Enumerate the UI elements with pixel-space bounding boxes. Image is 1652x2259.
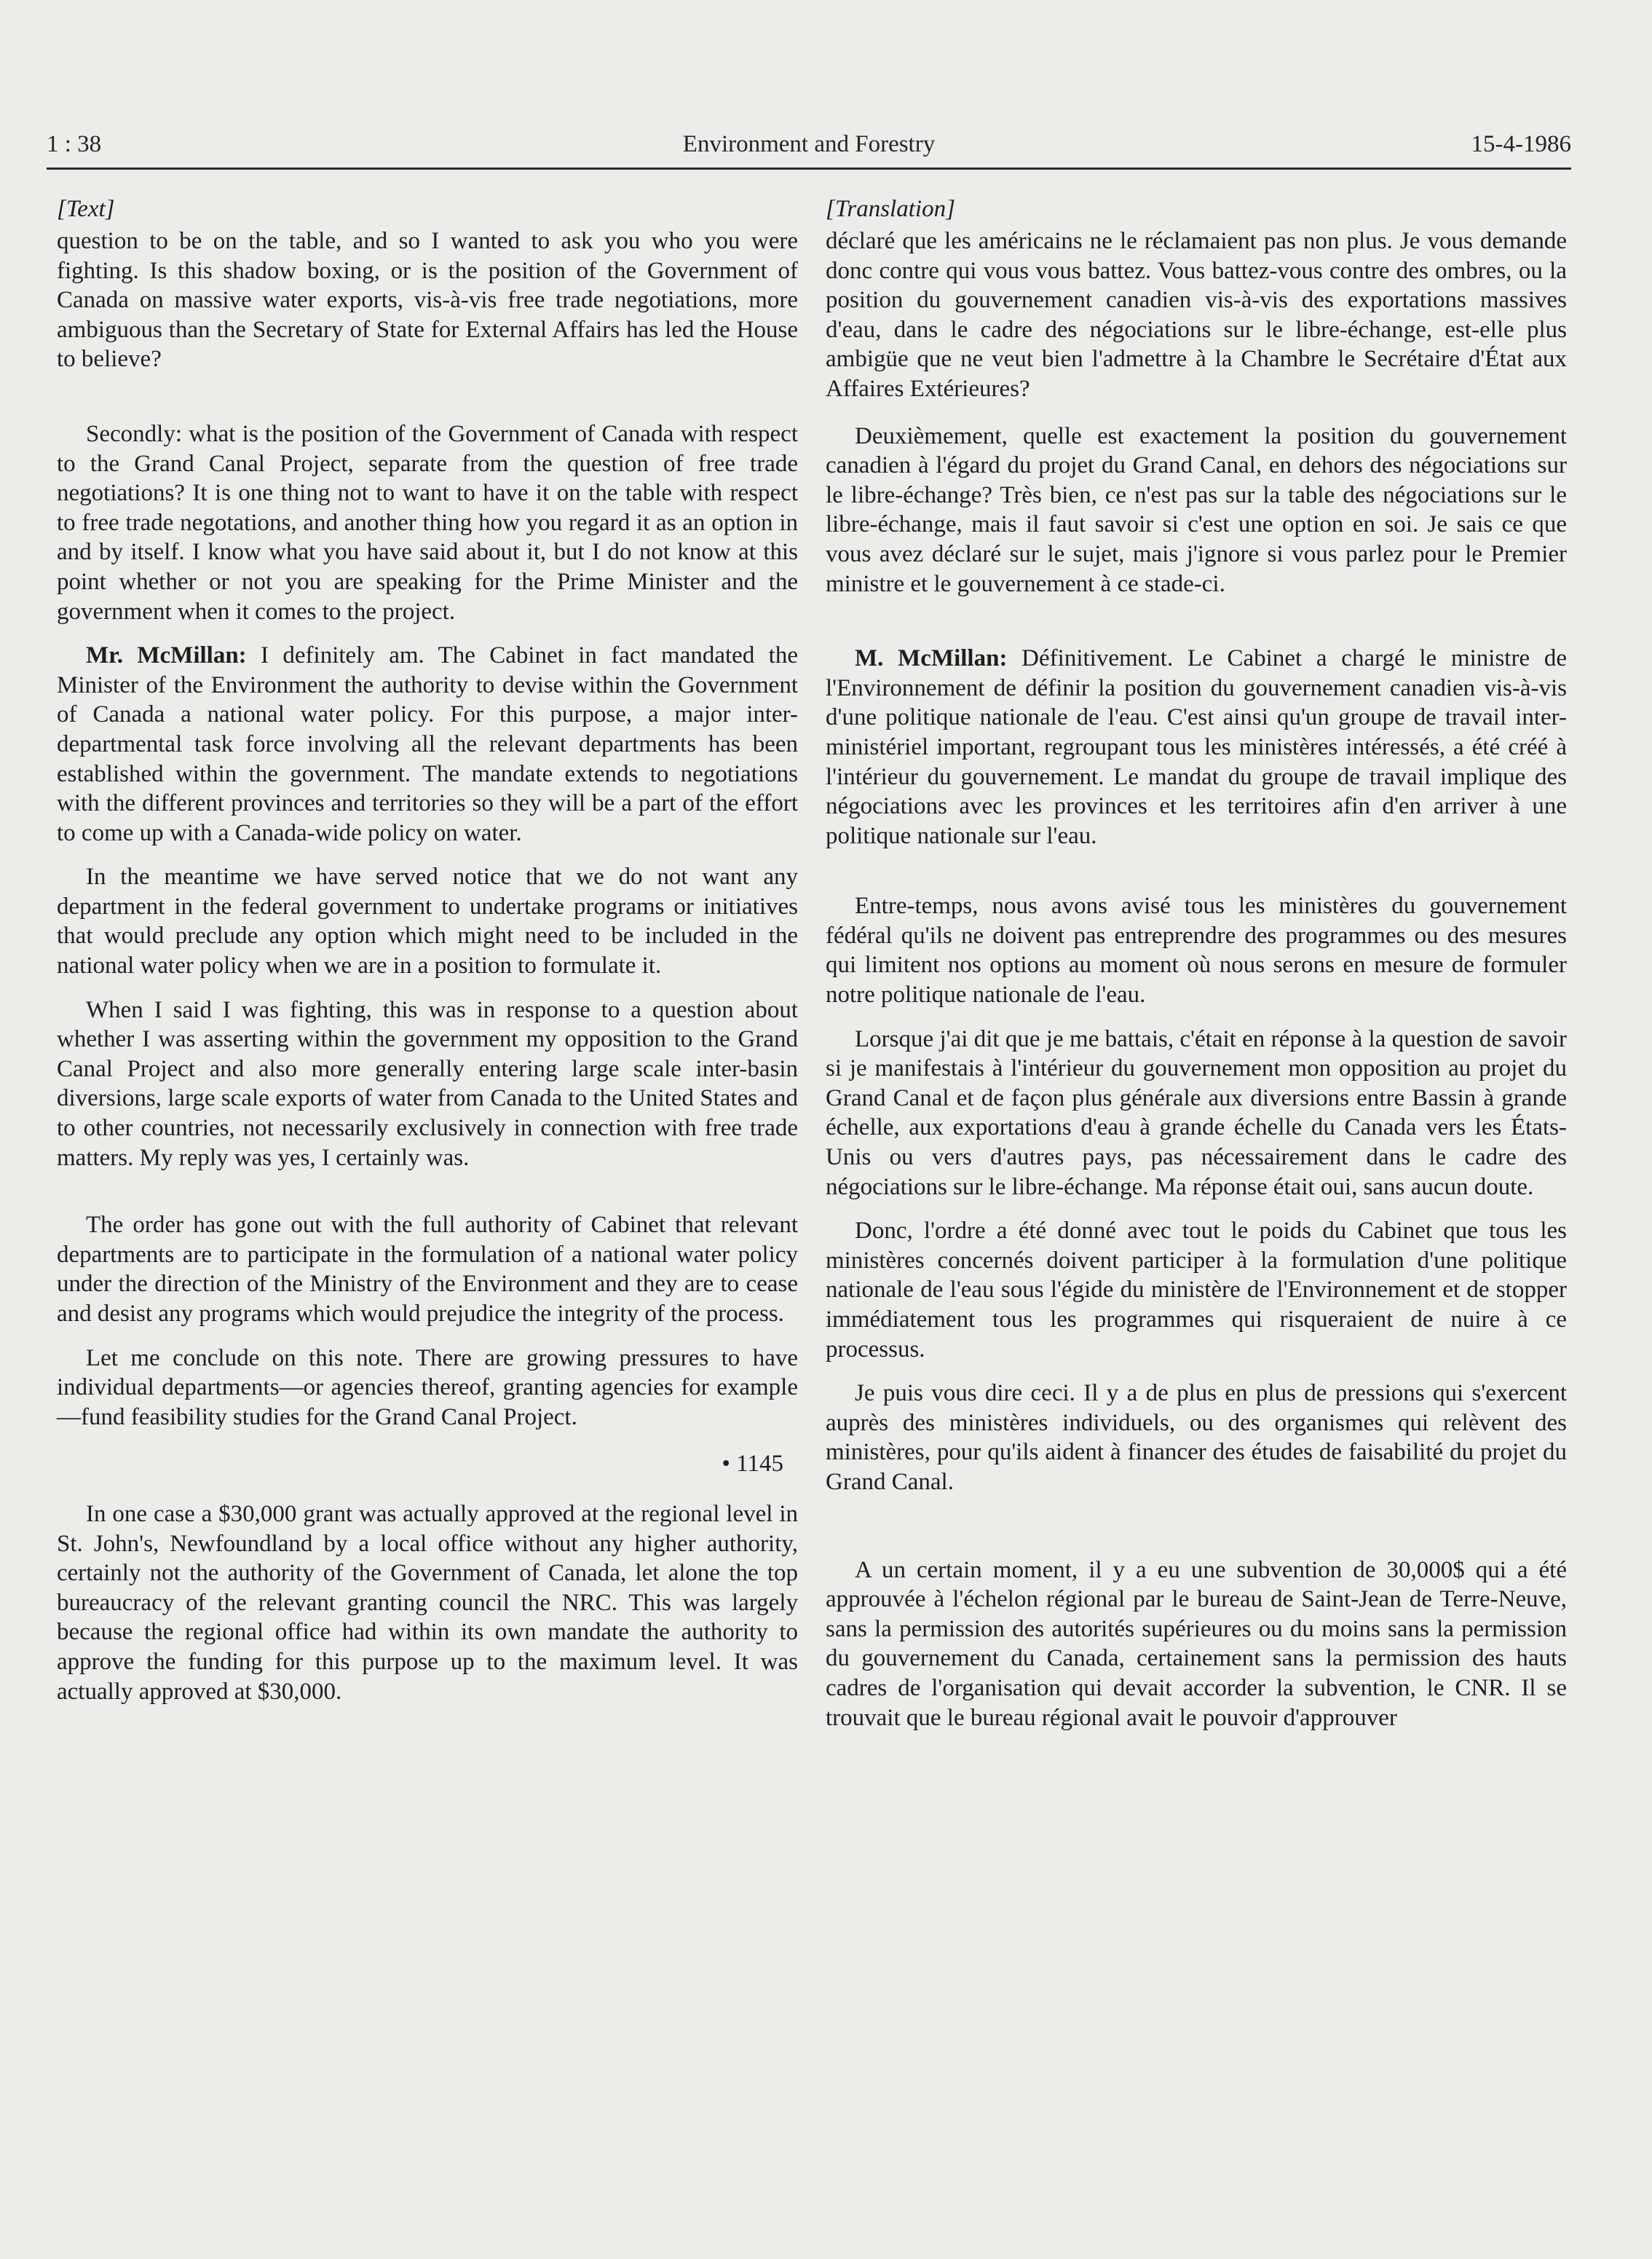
speaker-name: M. McMillan: <box>855 645 1008 672</box>
paragraph: Donc, l'ordre a été donné avec tout le poids du Cabinet que tous les ministères concernés doivent participer à la formulation d'une politique nationale de l'eau sous l'égide du ministère de l'Environnement et de stopper immédiatement tous les programmes qui risqueraient de nuire à ce processus. <box>826 1218 1567 1363</box>
paragraph: The order has gone out with the full authority of Cabinet that relevant departments are to participate in the formulation of a national water policy under the direction of the Ministry of the Environment and they are to cease and desist any programs which would prejudice the integrity of the process. <box>57 1212 798 1327</box>
paragraph: question to be on the table, and so I wanted to ask you who you were fighting. Is this shadow boxing, or is the position of the Government of Canada on massive water exports, vis-à-vis free trade negotiations, more ambiguous than the Secretary of State for External Affairs has led the House to believe? <box>57 228 798 373</box>
paragraph: Deuxièmement, quelle est exactement la position du gouvernement canadien à l'égard du projet du Grand Canal, en dehors des négociations sur le libre-échange? Très bien, ce n'est pas sur la table des négociations sur le libre-échange, mais il faut savoir si c'est une option en soi. Je sais ce que vous avez déclaré sur le sujet, mais j'ignore si vous parlez pour le Premier ministre et le gouvernement à ce stade-ci. <box>826 422 1567 597</box>
paragraph: A un certain moment, il y a eu une subvention de 30,000$ qui a été approuvée à l'échelon régional par le bureau de Saint-Jean de Terre-Neuve, sans la permission des autorités supérieures ou du moins sans la permission du gouvernement du Canada, certainement sans la permission des hauts cadres de l'organisation qui devait accorder la subvention, le CNR. Il se trouvait que le bureau régional avait le pouvoir d'approuver <box>826 1556 1567 1731</box>
paragraph: When I said I was fighting, this was in response to a question about whether I was asserting within the government my opposition to the Grand Canal Project and also more generally entering large scale inter-basin diversions, large scale exports of water from Canada to the United States and to other countries, not necessarily exclusively in connection with free trade matters. My reply was yes, I certainly was. <box>57 996 798 1171</box>
french-column <box>826 192 1567 1747</box>
paragraph: Entre-temps, nous avons avisé tous les ministères du gouvernement fédéral qu'ils ne doivent pas entreprendre des programmes ou des mesures qui limitent nos options au moment où nous serons en mesure de formuler notre politique nationale de l'eau. <box>826 893 1567 1009</box>
paragraph: Lorsque j'ai dit que je me battais, c'était en réponse à la question de savoir si je manifestais à l'intérieur du gouvernement mon opposition au projet du Grand Canal et de façon plus générale aux diversions entre Bassin à grande échelle, aux exportations d'eau à grande échelle du Canada vers les États-Unis ou vers d'autres pays, pas nécessairement dans le cadre des négociations sur le libre-échange. Ma réponse était oui, sans aucun doute. <box>826 1025 1567 1200</box>
english-column <box>57 192 798 1721</box>
paragraph: In one case a $30,000 grant was actually approved at the regional level in St. John's, Newfoundland by a local office without any higher authority, certainly not the authority of the Government of Canada, let alone the top bureaucracy of the relevant granting council the NRC. This was largely because the regional office had within its own mandate the authority to approve the funding for this purpose up to the maximum level. It was actually approved at $30,000. <box>57 1500 798 1705</box>
header-rule <box>47 167 1571 170</box>
speaker-name: Mr. McMillan: <box>86 642 247 669</box>
paragraph-text: I definitely am. The Cabinet in fact mandated the Minister of the Environment the authority to devise within the Government of Canada a national water policy. For this purpose, a major inter-departmental task force involving all the relevant departments has been established within the government. The mandate extends to negotiations with the different provinces and territories so they will be a part of the effort to come up with a Canada-wide policy on water. <box>57 642 798 846</box>
paragraph <box>826 644 1567 851</box>
time-marker: • 1145 <box>722 1451 783 1478</box>
paragraph: Secondly: what is the position of the Government of Canada with respect to the Grand Canal Project, separate from the question of free trade negotiations? It is one thing not to want to have it on the table with respect to free trade negotations, and another thing how you regard it as an option in and by itself. I know what you have said about it, but I do not know at this point whether or not you are speaking for the Prime Minister and the government when it comes to the project. <box>57 420 798 625</box>
paragraph-text: Définitivement. Le Cabinet a chargé le ministre de l'Environnement de définir la position du gouvernement canadien vis-à-vis d'une politique nationale de l'eau. C'est ainsi qu'un groupe de travail inter-ministériel important, regroupant tous les ministères intéressés, a été créé à l'intérieur du gouvernement. Le mandat du groupe de travail implique des négociations avec les provinces et les territoires afin d'en arriver à une politique nationale sur l'eau. <box>826 645 1567 849</box>
header-date: 15-4-1986 <box>1471 131 1571 157</box>
page-header <box>47 124 1571 165</box>
paragraph: Je puis vous dire ceci. Il y a de plus en plus de pressions qui s'exercent auprès des ministères individuels, ou des organismes qui relèvent des ministères, pour qu'ils aident à financer des études de faisabilité du projet du Grand Canal. <box>826 1380 1567 1495</box>
paragraph: Let me conclude on this note. There are growing pressures to have individual departments—or agencies thereof, granting agencies for example—fund feasibility studies for the Grand Canal Project. <box>57 1344 798 1430</box>
section-label-text: [Text] <box>57 196 115 222</box>
paragraph: déclaré que les américains ne le réclamaient pas non plus. Je vous demande donc contre qui vous vous battez. Vous battez-vous contre des ombres, ou la position du gouvernement canadien vis-à-vis des exportations massives d'eau, dans le cadre des négociations sur le libre-échange, est-elle plus ambigüe que ne veut bien l'admettre à la Chambre le Secrétaire d'État aux Affaires Extérieures? <box>826 228 1567 402</box>
paragraph <box>57 641 798 848</box>
paragraph: In the meantime we have served notice that we do not want any department in the federal government to undertake programs or initiatives that would preclude any option which might need to be included in the national water policy when we are in a position to formulate it. <box>57 864 798 979</box>
section-label-translation: [Translation] <box>826 196 955 222</box>
page-number: 1 : 38 <box>47 131 102 157</box>
running-title: Environment and Forestry <box>682 131 936 157</box>
